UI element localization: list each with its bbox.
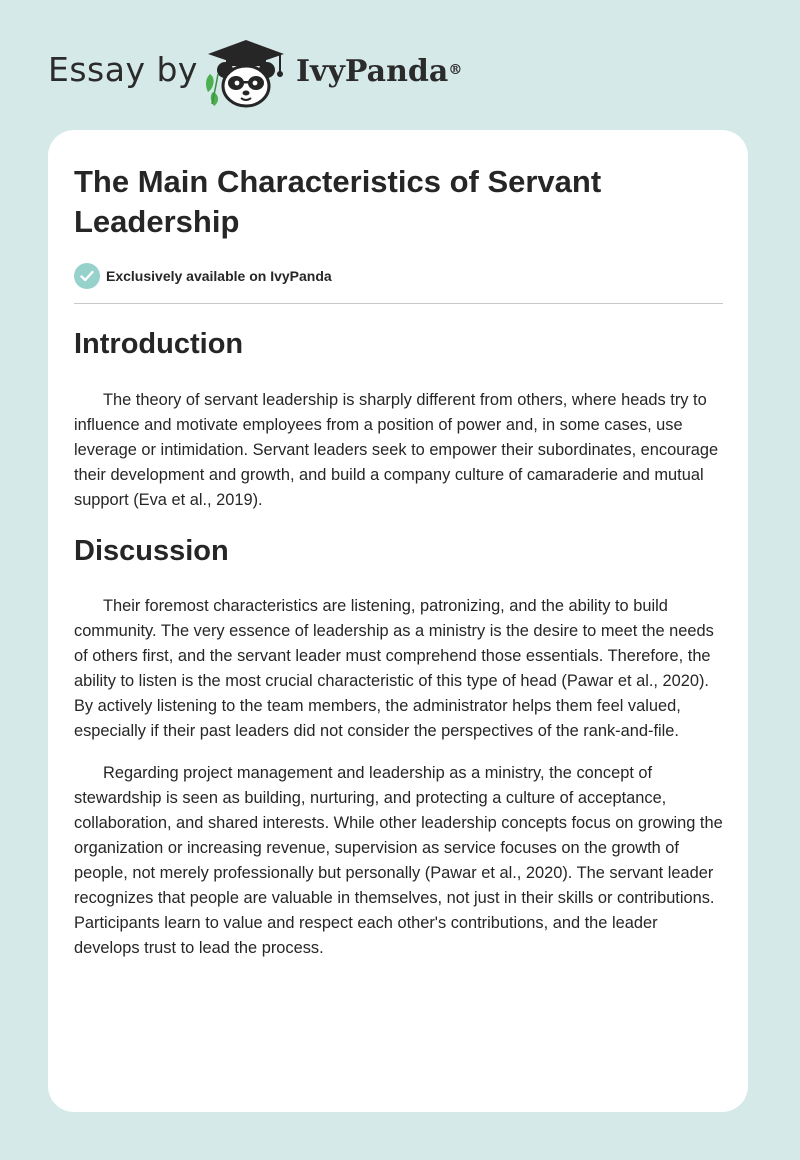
essay-content bbox=[74, 320, 724, 961]
panda-logo-icon[interactable] bbox=[200, 34, 292, 110]
paragraph: Their foremost characteristics are listening, patronizing, and the ability to build community. The very essence of leadership as a ministry is the desire to meet the needs of others first, and the servant leader must comprehend those essentials. Therefore, the ability to listen is the most crucial characteristic of this type of head (Pawar et al., 2020). By actively listening to the team members, the administrator helps them feel valued, especially if their past leaders did not consider the perspectives of the rank-and-file. bbox=[74, 597, 714, 740]
paragraph: Regarding project management and leadership as a ministry, the concept of stewardship is seen as building, nurturing, and protecting a culture of acceptance, collaboration, and shared interests. While other leadership concepts focus on growing the organization or increasing revenue, supervision as service focuses on the growth of people, not merely professionally but personally (Pawar et al., 2020). The servant leader recognizes that people are valuable in themselves, not just in their skills or contributions. Participants learn to value and respect each other's contributions, and the leader develops trust to lead the process. bbox=[74, 764, 723, 957]
page-title: The Main Characteristics of Servant Leadership bbox=[74, 164, 602, 239]
section-heading-discussion: Discussion bbox=[74, 535, 229, 567]
exclusive-badge bbox=[74, 263, 332, 289]
essay-card bbox=[48, 130, 748, 1112]
essay-by-label: Essay by bbox=[48, 50, 198, 89]
divider bbox=[74, 303, 723, 304]
check-circle-icon bbox=[74, 263, 100, 289]
registered-mark: ® bbox=[448, 62, 463, 78]
brand-name-text: IvyPanda bbox=[296, 54, 449, 89]
badge-text: Exclusively available on IvyPanda bbox=[106, 268, 332, 284]
paragraph: The theory of servant leadership is sharply different from others, where heads try to influence and motivate employees from a position of power and, in some cases, use leverage or intimidation. Servant leaders seek to empower their subordinates, encourage their development and growth, and build a company culture of camaraderie and mutual support (Eva et al., 2019). bbox=[74, 391, 719, 509]
brand-name[interactable] bbox=[296, 52, 462, 92]
section-heading-introduction: Introduction bbox=[74, 328, 244, 360]
site-header bbox=[0, 0, 800, 128]
